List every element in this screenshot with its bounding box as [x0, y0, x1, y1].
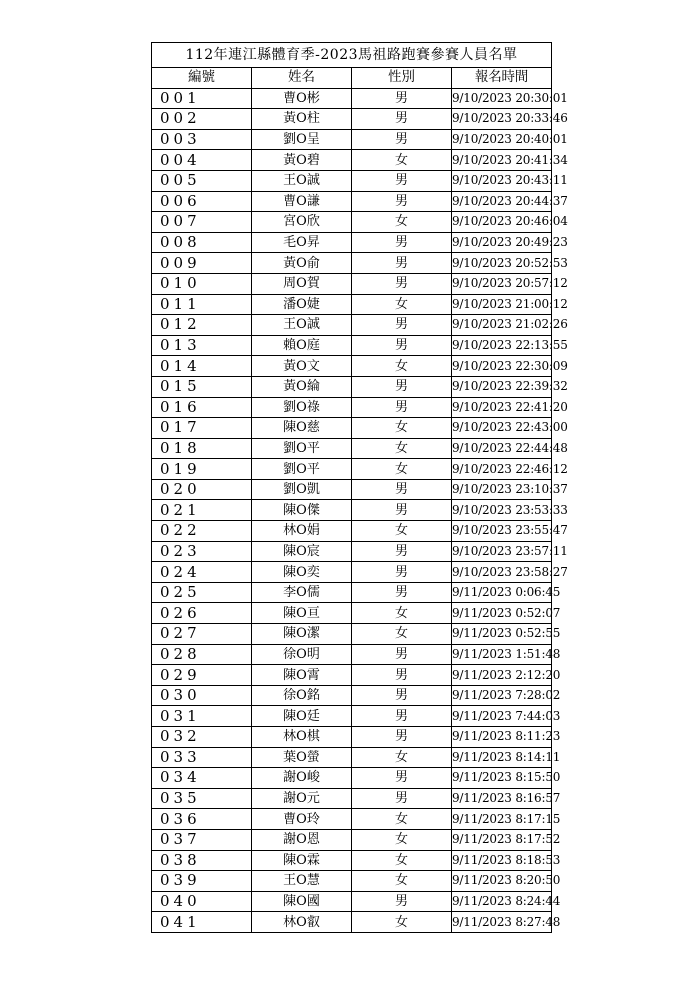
table-row [152, 479, 552, 500]
table-row [152, 212, 552, 233]
table-row [152, 129, 552, 150]
cell-time: 9/10/2023 23:58:27 [452, 562, 552, 583]
table-row [152, 644, 552, 665]
cell-name: 黃O文 [252, 356, 352, 377]
cell-name: 陳O傑 [252, 500, 352, 521]
header-row [152, 68, 552, 89]
cell-name: 劉O凱 [252, 479, 352, 500]
cell-gender: 女 [352, 459, 452, 480]
cell-number: 015 [152, 376, 252, 397]
table-row [152, 109, 552, 130]
table-row [152, 88, 552, 109]
table-row [152, 603, 552, 624]
cell-number: 029 [152, 665, 252, 686]
cell-time: 9/10/2023 21:02:26 [452, 315, 552, 336]
cell-gender: 男 [352, 500, 452, 521]
cell-gender: 男 [352, 273, 452, 294]
table-row [152, 376, 552, 397]
table-row [152, 788, 552, 809]
cell-gender: 男 [352, 644, 452, 665]
cell-time: 9/10/2023 22:13:55 [452, 335, 552, 356]
header-name: 姓名 [252, 68, 352, 89]
cell-gender: 男 [352, 397, 452, 418]
table-row [152, 521, 552, 542]
cell-time: 9/10/2023 20:33:46 [452, 109, 552, 130]
table-row [152, 850, 552, 871]
cell-time: 9/10/2023 20:46:04 [452, 212, 552, 233]
cell-name: 賴O庭 [252, 335, 352, 356]
table-row [152, 253, 552, 274]
header-gender: 性別 [352, 68, 452, 89]
cell-name: 王O誠 [252, 315, 352, 336]
cell-number: 004 [152, 150, 252, 171]
participant-list-sheet [151, 42, 568, 933]
cell-gender: 男 [352, 891, 452, 912]
cell-gender: 女 [352, 809, 452, 830]
cell-gender: 男 [352, 253, 452, 274]
cell-number: 032 [152, 727, 252, 748]
cell-number: 039 [152, 871, 252, 892]
page-title: 112年連江縣體育季-2023馬祖路跑賽參賽人員名單 [152, 43, 552, 68]
cell-time: 9/10/2023 20:44:37 [452, 191, 552, 212]
cell-number: 001 [152, 88, 252, 109]
cell-gender: 女 [352, 356, 452, 377]
cell-gender: 男 [352, 88, 452, 109]
cell-name: 葉O螢 [252, 747, 352, 768]
cell-name: 謝O恩 [252, 829, 352, 850]
cell-gender: 男 [352, 727, 452, 748]
cell-gender: 男 [352, 170, 452, 191]
cell-name: 周O賀 [252, 273, 352, 294]
cell-time: 9/10/2023 22:46:12 [452, 459, 552, 480]
table-row [152, 829, 552, 850]
table-row [152, 500, 552, 521]
cell-name: 陳O國 [252, 891, 352, 912]
cell-name: 謝O峻 [252, 768, 352, 789]
cell-number: 022 [152, 521, 252, 542]
table-row [152, 150, 552, 171]
cell-time: 9/10/2023 21:00:12 [452, 294, 552, 315]
cell-number: 017 [152, 418, 252, 439]
cell-time: 9/11/2023 8:27:48 [452, 912, 552, 933]
cell-time: 9/10/2023 20:49:23 [452, 232, 552, 253]
cell-gender: 男 [352, 541, 452, 562]
cell-time: 9/11/2023 0:52:55 [452, 624, 552, 645]
cell-time: 9/11/2023 8:17:52 [452, 829, 552, 850]
cell-gender: 男 [352, 479, 452, 500]
cell-time: 9/11/2023 8:16:57 [452, 788, 552, 809]
cell-gender: 男 [352, 582, 452, 603]
cell-number: 013 [152, 335, 252, 356]
table-row [152, 315, 552, 336]
cell-name: 黃O俞 [252, 253, 352, 274]
cell-time: 9/11/2023 8:17:15 [452, 809, 552, 830]
cell-number: 041 [152, 912, 252, 933]
cell-number: 027 [152, 624, 252, 645]
cell-time: 9/10/2023 20:43:11 [452, 170, 552, 191]
table-row [152, 768, 552, 789]
cell-name: 曹O彬 [252, 88, 352, 109]
table-row [152, 871, 552, 892]
cell-name: 陳O宸 [252, 541, 352, 562]
cell-time: 9/10/2023 23:55:47 [452, 521, 552, 542]
cell-time: 9/11/2023 0:06:45 [452, 582, 552, 603]
cell-time: 9/11/2023 8:18:53 [452, 850, 552, 871]
cell-number: 024 [152, 562, 252, 583]
cell-name: 陳O亘 [252, 603, 352, 624]
cell-number: 005 [152, 170, 252, 191]
cell-name: 林O叡 [252, 912, 352, 933]
table-row [152, 335, 552, 356]
cell-gender: 男 [352, 315, 452, 336]
cell-number: 036 [152, 809, 252, 830]
cell-name: 黃O柱 [252, 109, 352, 130]
cell-name: 李O儒 [252, 582, 352, 603]
cell-gender: 男 [352, 109, 452, 130]
cell-time: 9/11/2023 8:15:50 [452, 768, 552, 789]
cell-time: 9/10/2023 22:44:48 [452, 438, 552, 459]
cell-time: 9/11/2023 8:20:50 [452, 871, 552, 892]
cell-time: 9/10/2023 22:41:20 [452, 397, 552, 418]
cell-number: 014 [152, 356, 252, 377]
cell-time: 9/11/2023 8:14:11 [452, 747, 552, 768]
cell-gender: 女 [352, 418, 452, 439]
cell-number: 033 [152, 747, 252, 768]
cell-number: 008 [152, 232, 252, 253]
cell-number: 011 [152, 294, 252, 315]
cell-number: 002 [152, 109, 252, 130]
cell-name: 陳O霄 [252, 665, 352, 686]
cell-number: 025 [152, 582, 252, 603]
cell-gender: 男 [352, 191, 452, 212]
cell-time: 9/11/2023 8:24:44 [452, 891, 552, 912]
table-row [152, 232, 552, 253]
cell-time: 9/10/2023 20:41:34 [452, 150, 552, 171]
cell-gender: 男 [352, 129, 452, 150]
cell-number: 019 [152, 459, 252, 480]
cell-number: 035 [152, 788, 252, 809]
cell-gender: 男 [352, 706, 452, 727]
cell-number: 037 [152, 829, 252, 850]
cell-gender: 女 [352, 521, 452, 542]
cell-time: 9/10/2023 23:10:37 [452, 479, 552, 500]
cell-number: 003 [152, 129, 252, 150]
cell-number: 020 [152, 479, 252, 500]
table-row [152, 912, 552, 933]
cell-gender: 女 [352, 603, 452, 624]
cell-gender: 女 [352, 871, 452, 892]
cell-time: 9/11/2023 0:52:07 [452, 603, 552, 624]
table-row [152, 397, 552, 418]
cell-number: 031 [152, 706, 252, 727]
table-row [152, 582, 552, 603]
cell-name: 潘O婕 [252, 294, 352, 315]
cell-time: 9/10/2023 22:39:32 [452, 376, 552, 397]
cell-gender: 男 [352, 232, 452, 253]
cell-name: 王O慧 [252, 871, 352, 892]
cell-gender: 女 [352, 747, 452, 768]
cell-gender: 女 [352, 912, 452, 933]
cell-number: 012 [152, 315, 252, 336]
cell-time: 9/10/2023 22:30:09 [452, 356, 552, 377]
table-row [152, 541, 552, 562]
cell-name: 陳O慈 [252, 418, 352, 439]
cell-name: 謝O元 [252, 788, 352, 809]
table-row [152, 624, 552, 645]
cell-name: 宮O欣 [252, 212, 352, 233]
cell-number: 030 [152, 685, 252, 706]
cell-number: 016 [152, 397, 252, 418]
cell-name: 劉O平 [252, 438, 352, 459]
cell-name: 陳O霖 [252, 850, 352, 871]
cell-name: 劉O祿 [252, 397, 352, 418]
cell-name: 陳O潔 [252, 624, 352, 645]
cell-gender: 男 [352, 335, 452, 356]
cell-time: 9/11/2023 2:12:20 [452, 665, 552, 686]
table-row [152, 665, 552, 686]
table-body [152, 88, 568, 932]
cell-time: 9/11/2023 8:11:23 [452, 727, 552, 748]
cell-number: 021 [152, 500, 252, 521]
cell-name: 王O誠 [252, 170, 352, 191]
cell-time: 9/10/2023 20:40:01 [452, 129, 552, 150]
cell-gender: 男 [352, 685, 452, 706]
cell-name: 黃O綸 [252, 376, 352, 397]
cell-gender: 男 [352, 665, 452, 686]
table-row [152, 706, 552, 727]
cell-time: 9/10/2023 20:30:01 [452, 88, 552, 109]
table-row [152, 891, 552, 912]
cell-gender: 男 [352, 788, 452, 809]
participant-table [151, 42, 568, 933]
cell-gender: 女 [352, 438, 452, 459]
cell-name: 徐O銘 [252, 685, 352, 706]
cell-time: 9/11/2023 1:51:48 [452, 644, 552, 665]
table-row [152, 459, 552, 480]
table-row [152, 562, 552, 583]
cell-name: 毛O昇 [252, 232, 352, 253]
table-row [152, 747, 552, 768]
cell-number: 007 [152, 212, 252, 233]
table-row [152, 356, 552, 377]
cell-time: 9/10/2023 23:57:11 [452, 541, 552, 562]
cell-gender: 女 [352, 850, 452, 871]
cell-gender: 男 [352, 768, 452, 789]
cell-name: 陳O廷 [252, 706, 352, 727]
cell-gender: 男 [352, 376, 452, 397]
cell-name: 林O棋 [252, 727, 352, 748]
cell-time: 9/10/2023 23:53:33 [452, 500, 552, 521]
cell-number: 023 [152, 541, 252, 562]
cell-gender: 女 [352, 150, 452, 171]
cell-name: 陳O奕 [252, 562, 352, 583]
table-row [152, 418, 552, 439]
cell-number: 038 [152, 850, 252, 871]
cell-number: 028 [152, 644, 252, 665]
cell-time: 9/10/2023 22:43:00 [452, 418, 552, 439]
cell-time: 9/11/2023 7:44:03 [452, 706, 552, 727]
cell-name: 劉O呈 [252, 129, 352, 150]
table-row [152, 191, 552, 212]
cell-time: 9/10/2023 20:57:12 [452, 273, 552, 294]
table-row [152, 273, 552, 294]
cell-number: 018 [152, 438, 252, 459]
table-row [152, 294, 552, 315]
cell-name: 劉O平 [252, 459, 352, 480]
cell-number: 009 [152, 253, 252, 274]
cell-gender: 女 [352, 212, 452, 233]
cell-name: 曹O玲 [252, 809, 352, 830]
cell-name: 徐O明 [252, 644, 352, 665]
cell-gender: 女 [352, 294, 452, 315]
table-row [152, 170, 552, 191]
cell-time: 9/10/2023 20:52:53 [452, 253, 552, 274]
cell-gender: 女 [352, 829, 452, 850]
table-row [152, 685, 552, 706]
cell-name: 曹O謙 [252, 191, 352, 212]
cell-gender: 男 [352, 562, 452, 583]
table-row [152, 727, 552, 748]
table-row [152, 438, 552, 459]
table-row [152, 809, 552, 830]
cell-name: 黃O碧 [252, 150, 352, 171]
cell-number: 040 [152, 891, 252, 912]
title-row [152, 43, 552, 68]
cell-time: 9/11/2023 7:28:02 [452, 685, 552, 706]
cell-number: 026 [152, 603, 252, 624]
cell-gender: 女 [352, 624, 452, 645]
header-number: 編號 [152, 68, 252, 89]
cell-number: 010 [152, 273, 252, 294]
cell-number: 006 [152, 191, 252, 212]
cell-name: 林O娟 [252, 521, 352, 542]
header-time: 報名時間 [452, 68, 552, 89]
cell-number: 034 [152, 768, 252, 789]
